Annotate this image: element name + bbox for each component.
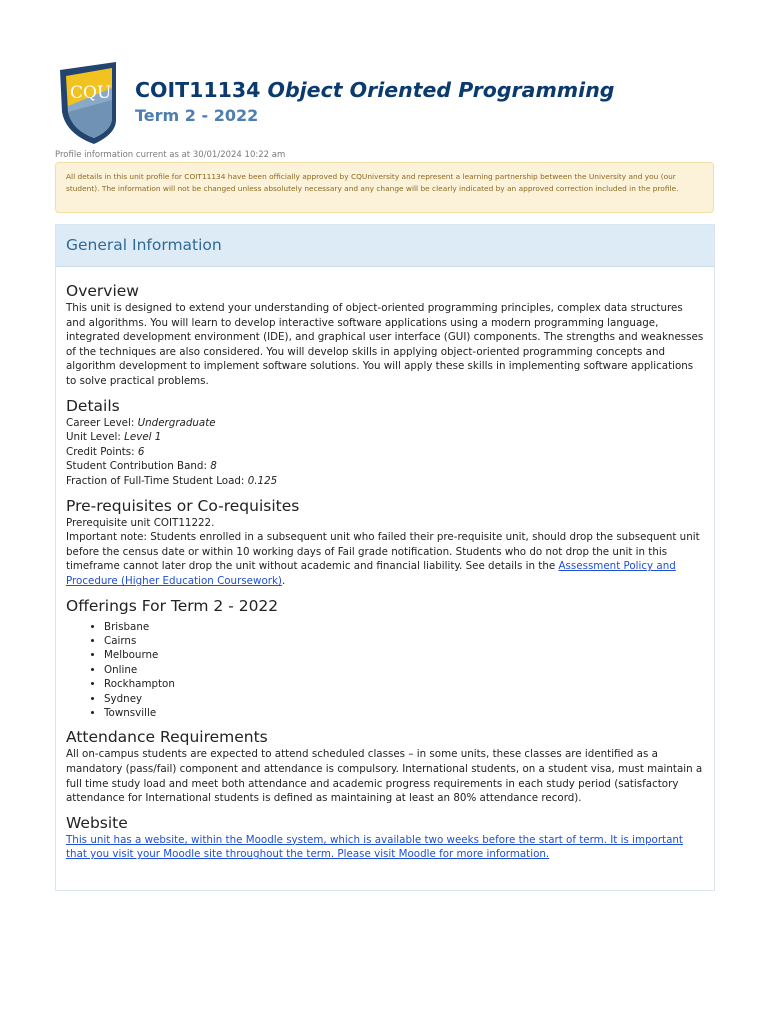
details-heading: Details	[66, 396, 120, 415]
prerequisite-unit: Prerequisite unit COIT11222.	[66, 516, 215, 529]
attendance-text: All on-campus students are expected to attend scheduled classes – in some units, these classes are identified as a mandatory (pass/fail) component and attendance is compulsory. International students, on a student visa, must maintain a full time study load and meet both attendance and academic progress requirements in each study period (satisfactory attendance for International students is defined as maintaining at least an 80% attendance record).	[66, 748, 703, 805]
offering-item: • Cairns	[104, 634, 704, 648]
website-section	[66, 813, 704, 862]
unit-name: Object Oriented Programming	[267, 78, 615, 102]
term-label: Term 2 - 2022	[135, 106, 259, 125]
prerequisites-heading: Pre-requisites or Co-requisites	[66, 496, 300, 515]
offering-item: • Rockhampton	[104, 677, 704, 691]
detail-career-level: Career Level: Undergraduate	[66, 416, 216, 429]
detail-student-load: Fraction of Full-Time Student Load: 0.125	[66, 474, 278, 487]
offering-item: • Sydney	[104, 692, 704, 706]
offerings-heading: Offerings For Term 2 - 2022	[66, 596, 279, 615]
offering-item: • Melbourne	[104, 648, 704, 662]
offering-item: • Townsville	[104, 706, 704, 720]
prerequisite-note: Important note: Students enrolled in a subsequent unit who failed their pre-requisite unit, should drop the subsequent unit before the census date or within 10 working days of Fail grade notification. Students who do not drop the unit in this timeframe cannot later drop the unit without academic and financial liability. See details in the Assessment Policy and Procedure (Higher Education Coursework).	[66, 531, 700, 587]
attendance-heading: Attendance Requirements	[66, 728, 268, 747]
detail-unit-level: Unit Level: Level 1	[66, 431, 162, 444]
offerings-section	[66, 596, 704, 721]
detail-credit-points: Credit Points: 6	[66, 445, 145, 458]
offerings-list	[66, 620, 704, 721]
assessment-policy-link[interactable]: Assessment Policy and Procedure (Higher Education Coursework)	[66, 560, 676, 587]
prerequisites-section	[66, 496, 704, 589]
website-heading: Website	[66, 813, 128, 832]
cqu-logo	[58, 62, 118, 144]
offering-item: • Online	[104, 663, 704, 677]
offering-item: • Brisbane	[104, 620, 704, 634]
panel-title: General Information	[56, 225, 714, 267]
page-title	[135, 78, 614, 102]
profile-timestamp: Profile information current as at 30/01/2024 10:22 am	[55, 150, 286, 160]
details-section	[66, 396, 704, 489]
overview-text: This unit is designed to extend your understanding of object-oriented programming principles, complex data structures and algorithms. You will learn to develop interactive software applications using a modern programming language, integrated development environment (IDE), and graphical user interface (GUI) components. The strengths and weaknesses of the techniques are also considered. You will develop skills in applying object-oriented programming concepts and algorithm development to implement software solutions. You will apply these skills in implementing software applications to solve practical problems.	[66, 302, 704, 387]
approval-notice: All details in this unit profile for COIT11134 have been officially approved by CQUniversity and represent a learning partnership between the University and you (our student). The information will not be changed unless absolutely necessary and any change will be clearly indicated by an approved correction included in the profile.	[55, 162, 714, 213]
unit-header	[58, 62, 718, 152]
overview-heading: Overview	[66, 282, 139, 300]
moodle-website-link[interactable]: This unit has a website, within the Moodle system, which is available two weeks before the start of term. It is important that you visit your Moodle site throughout the term. Please visit Moodle for more information.	[66, 833, 683, 861]
overview-section	[66, 281, 704, 389]
detail-contribution-band: Student Contribution Band: 8	[66, 460, 217, 473]
panel-content	[56, 281, 714, 862]
general-information-panel	[55, 224, 715, 891]
logo-text: CQU	[70, 83, 112, 103]
attendance-section	[66, 727, 704, 805]
unit-code: COIT11134	[135, 78, 261, 102]
